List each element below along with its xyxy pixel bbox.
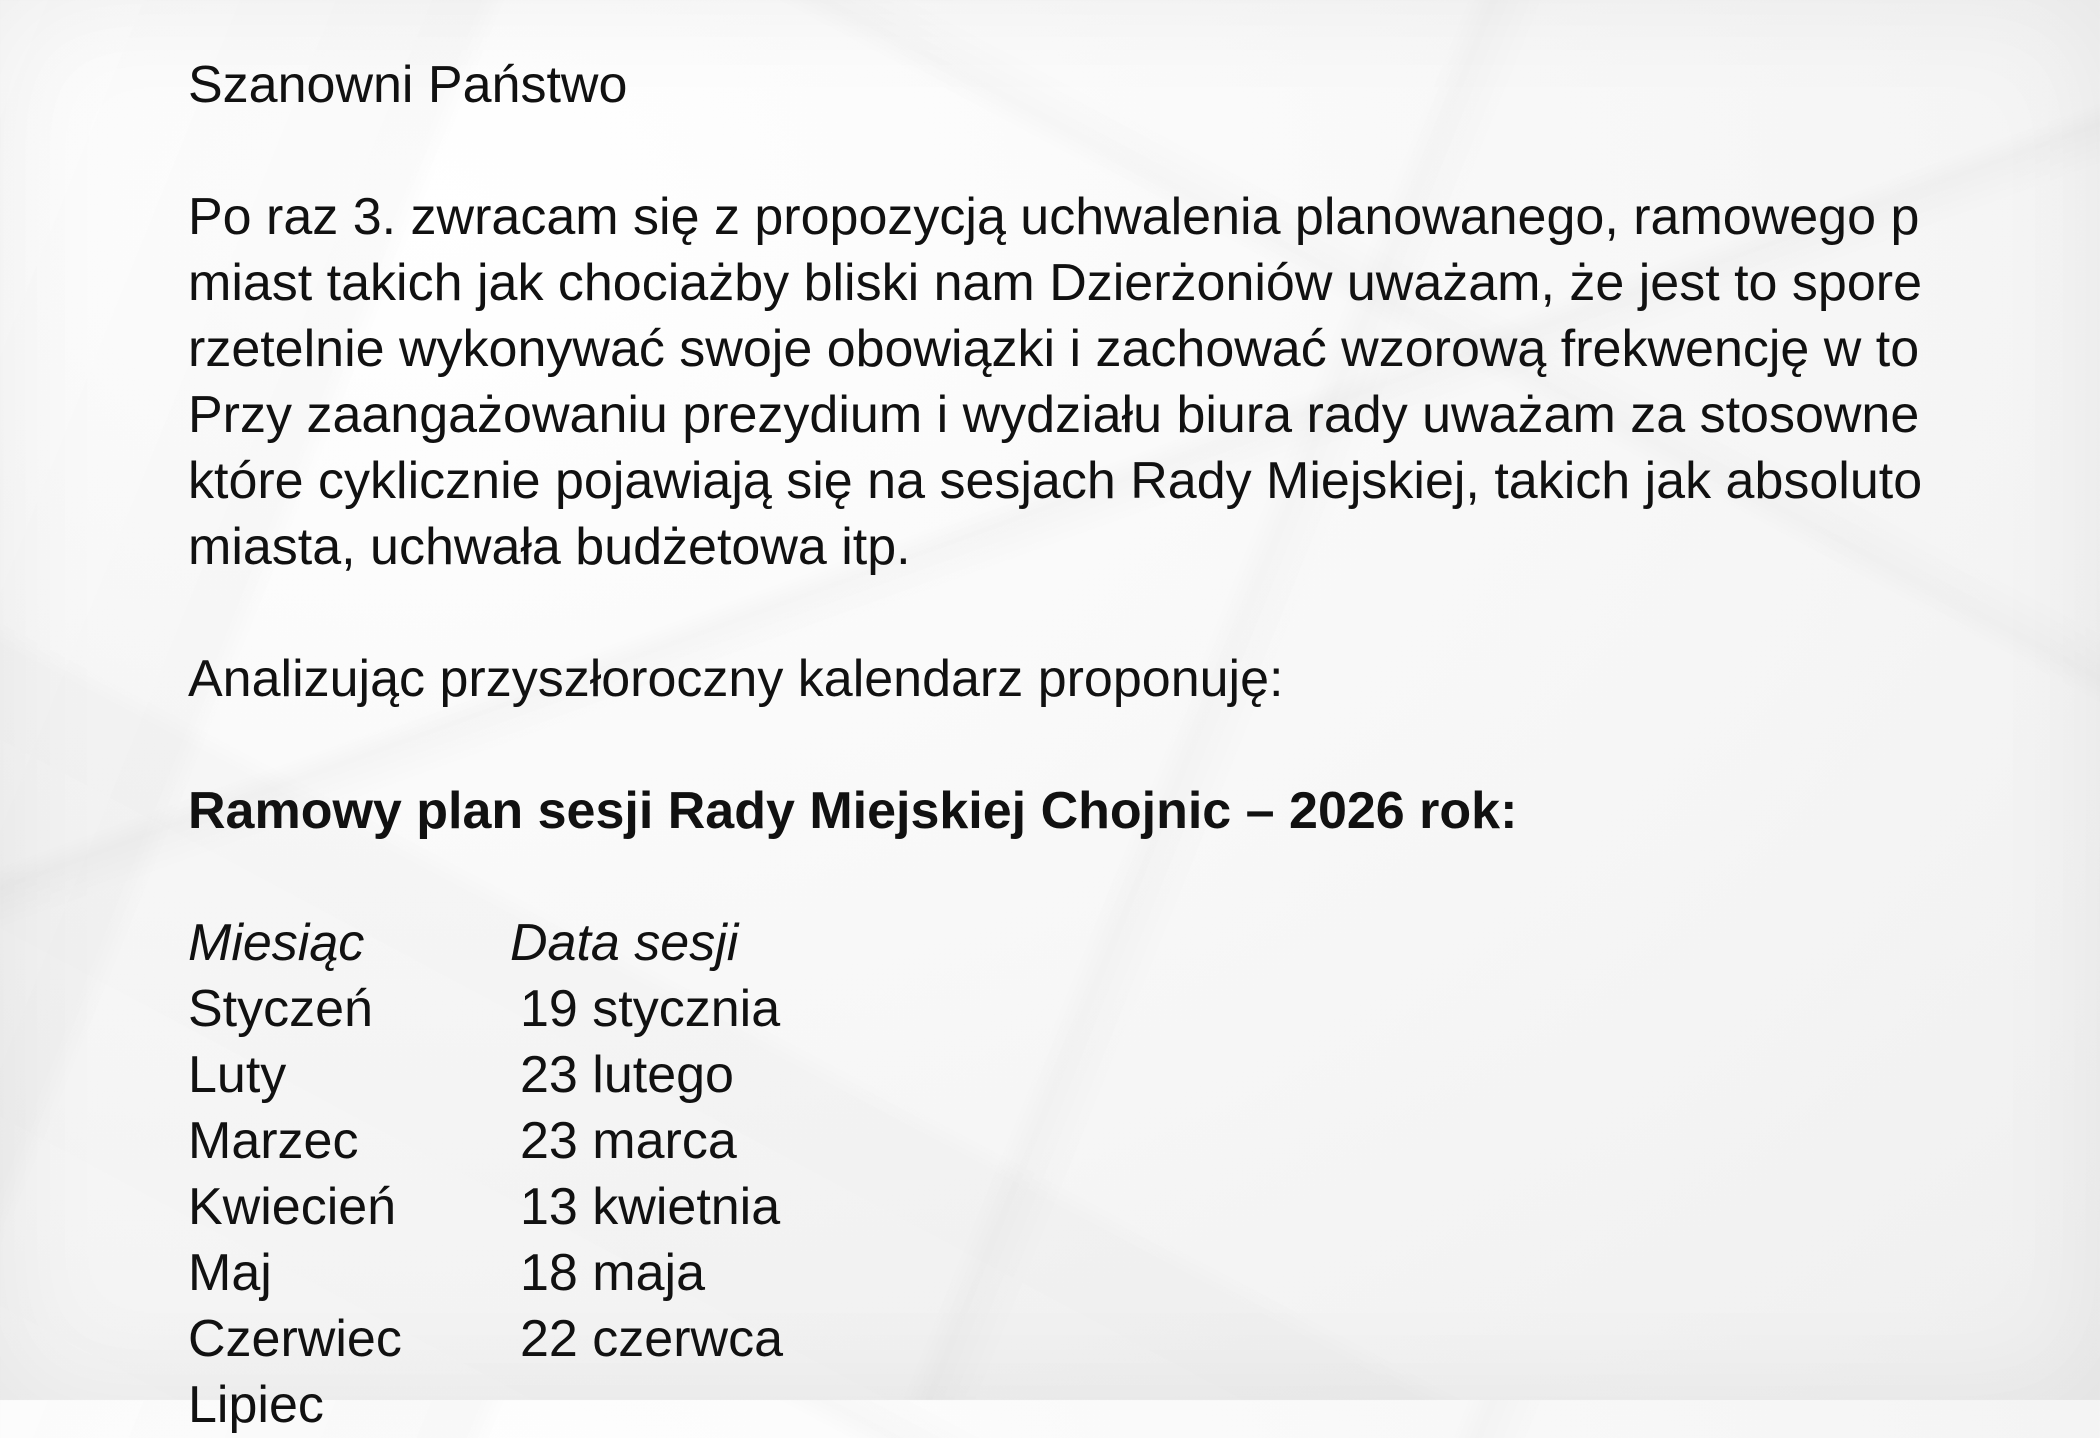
row-month: Maj: [188, 1244, 272, 1302]
table-row: [188, 1306, 2100, 1372]
table-row: [188, 1042, 2100, 1108]
row-month: Kwiecień: [188, 1178, 397, 1236]
paragraph-line: Po raz 3. zwracam się z propozycją uchwalenia planowanego, ramowego p: [188, 188, 1920, 246]
header-month: Miesiąc: [188, 914, 365, 972]
letter-document: [188, 52, 2100, 1434]
row-month: Lipiec: [188, 1376, 324, 1434]
row-month: Czerwiec: [188, 1310, 402, 1368]
row-date: 18 maja: [520, 1244, 705, 1302]
row-month: Luty: [188, 1046, 287, 1104]
table-row: [188, 1372, 2100, 1438]
letter-intro: Analizując przyszłoroczny kalendarz proponuję:: [188, 650, 1284, 708]
header-date: Data sesji: [510, 914, 739, 972]
table-row: [188, 1240, 2100, 1306]
row-month: Marzec: [188, 1112, 359, 1170]
paragraph-line: które cyklicznie pojawiają się na sesjach Rady Miejskiej, takich jak absoluto: [188, 452, 1923, 510]
session-table: [188, 910, 2100, 1438]
table-row: [188, 976, 2100, 1042]
row-date: [510, 1372, 520, 1438]
row-date: 19 stycznia: [520, 980, 781, 1038]
plan-title: Ramowy plan sesji Rady Miejskiej Chojnic – 2026 rok:: [188, 782, 1518, 840]
letter-greeting: Szanowni Państwo: [188, 56, 628, 114]
row-date: 22 czerwca: [520, 1310, 783, 1368]
row-date: 23 marca: [520, 1112, 737, 1170]
table-header-row: [188, 910, 2100, 976]
paragraph-line: miasta, uchwała budżetowa itp.: [188, 518, 911, 576]
table-row: [188, 1174, 2100, 1240]
paragraph-line: rzetelnie wykonywać swoje obowiązki i zachować wzorową frekwencję w to: [188, 320, 1920, 378]
table-row: [188, 1108, 2100, 1174]
row-date: 13 kwietnia: [520, 1178, 781, 1236]
row-date: 23 lutego: [520, 1046, 734, 1104]
letter-paragraph: [188, 184, 2100, 580]
paragraph-line: Przy zaangażowaniu prezydium i wydziału biura rady uważam za stosowne: [188, 386, 1920, 444]
row-month: Styczeń: [188, 980, 373, 1038]
paragraph-line: miast takich jak chociażby bliski nam Dzierżoniów uważam, że jest to spore: [188, 254, 1923, 312]
